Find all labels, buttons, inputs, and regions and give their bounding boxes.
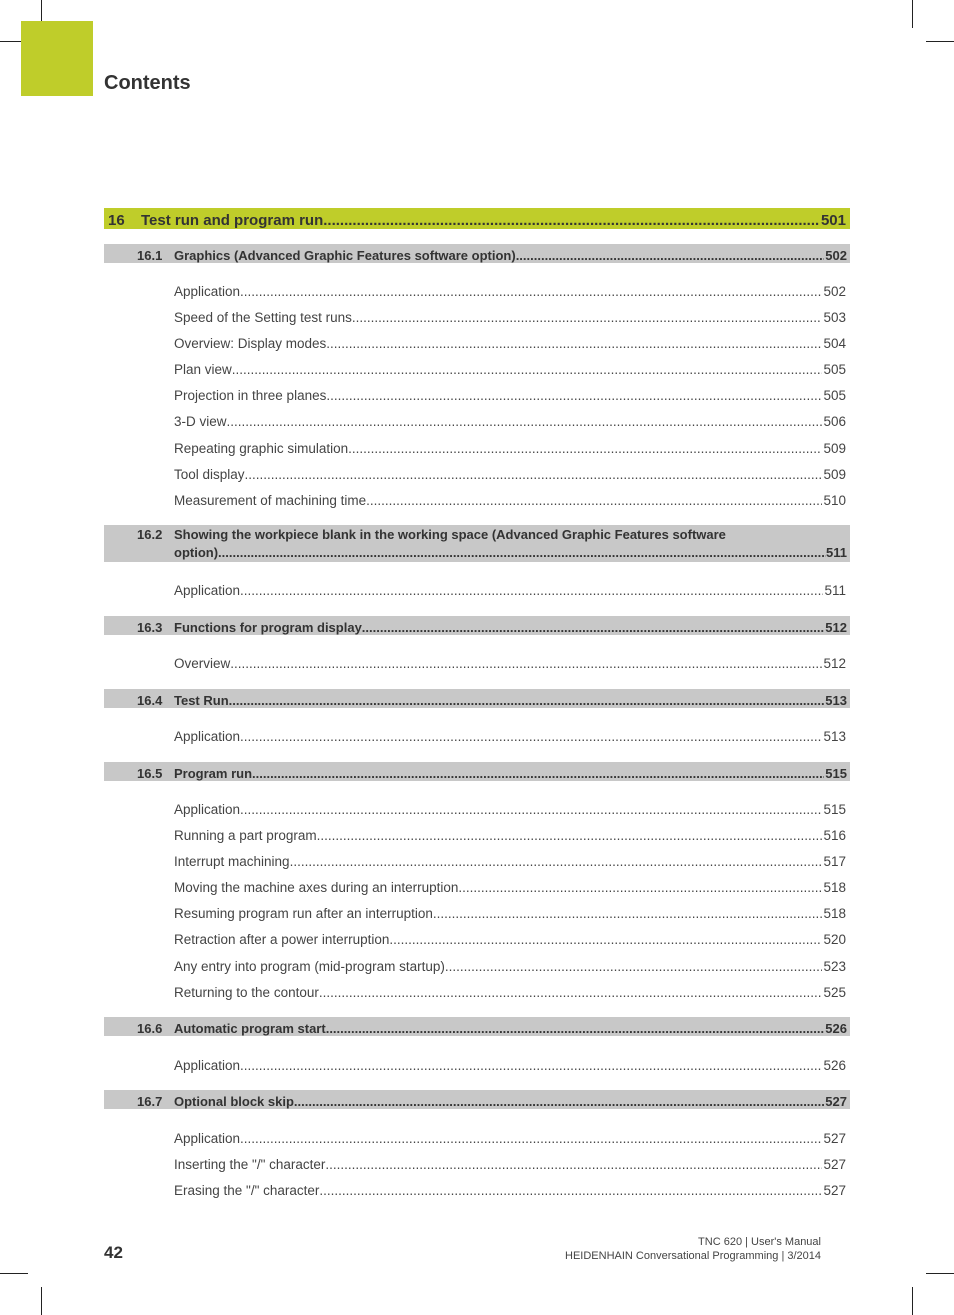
entry-title: 3-D view [174,414,227,429]
dot-leader [240,583,823,598]
crop-mark [0,1273,28,1274]
entry-title: Resuming program run after an interruption [174,906,433,921]
entry-page: 509 [823,441,846,456]
dot-leader [240,284,822,299]
entry-title: Speed of the Setting test runs [174,310,352,325]
dot-leader [362,620,825,635]
toc-entry[interactable] [104,956,850,974]
entry-page: 505 [823,388,846,403]
chapter-number: 16 [108,212,125,229]
section-title: Test Run [174,693,229,708]
crop-mark [912,0,913,28]
section-title-line1: Showing the workpiece blank in the working space (Advanced Graphic Features software [174,527,726,542]
toc-entry[interactable] [104,1154,850,1172]
entry-title: Any entry into program (mid-program startup) [174,959,445,974]
section-page: 526 [825,1021,847,1036]
toc-entry[interactable] [104,1128,850,1146]
toc-section[interactable] [104,1090,850,1109]
entry-page: 517 [823,854,846,869]
toc-entry[interactable] [104,359,850,377]
section-number: 16.6 [137,1021,163,1036]
entry-page: 516 [823,828,846,843]
dot-leader [218,545,826,560]
dot-leader [290,854,823,869]
footer-manual-title: TNC 620 | User's Manual [698,1236,821,1248]
toc-entry[interactable] [104,825,850,843]
crop-mark [926,41,954,42]
entry-title: Projection in three planes [174,388,327,403]
dot-leader [348,441,822,456]
entry-title: Retraction after a power interruption [174,932,390,947]
entry-title: Application [174,1131,241,1146]
section-page: 527 [825,1094,847,1109]
toc-entry[interactable] [104,580,850,598]
toc-entry[interactable] [104,929,850,947]
toc-section[interactable] [104,616,850,635]
section-number: 16.2 [137,527,163,542]
chapter-page: 501 [820,212,846,229]
dot-leader [458,880,822,895]
footer-manual-subtitle: HEIDENHAIN Conversational Programming | 3/2014 [565,1250,821,1262]
entry-title: Running a part program [174,828,317,843]
toc-section[interactable] [104,244,850,263]
chapter-tab-block [21,21,93,96]
dot-leader [317,828,823,843]
entry-page: 502 [823,284,846,299]
section-page: 502 [825,248,847,263]
entry-title: Overview: Display modes [174,336,327,351]
entry-title: Interrupt machining [174,854,290,869]
toc-entry[interactable] [104,726,850,744]
section-number: 16.1 [137,248,163,263]
entry-title: Plan view [174,362,232,377]
dot-leader [326,388,822,403]
dot-leader [240,1131,822,1146]
toc-section[interactable] [104,525,850,562]
entry-page: 505 [823,362,846,377]
toc-entry[interactable] [104,411,850,429]
section-number: 16.3 [137,620,163,635]
entry-page: 512 [823,656,846,671]
section-title: Optional block skip [174,1094,294,1109]
toc-section[interactable] [104,689,850,708]
section-title: Program run [174,766,253,781]
toc-entry[interactable] [104,877,850,895]
crop-mark [41,1287,42,1315]
section-title: Functions for program display [174,620,362,635]
dot-leader [229,693,825,708]
entry-title: Overview [174,656,231,671]
dot-leader [245,467,823,482]
toc-section[interactable] [104,1017,850,1036]
toc-entry[interactable] [104,490,850,508]
entry-page: 527 [823,1131,846,1146]
entry-page: 513 [823,729,846,744]
entry-page: 520 [823,932,846,947]
dot-leader [240,802,822,817]
dot-leader [352,310,823,325]
dot-leader [445,959,823,974]
toc-entry[interactable] [104,799,850,817]
crop-mark [926,1273,954,1274]
section-page: 511 [826,545,847,560]
toc-entry[interactable] [104,653,850,671]
dot-leader [516,248,825,263]
entry-page: 515 [823,802,846,817]
entry-title: Repeating graphic simulation [174,441,349,456]
section-number: 16.4 [137,693,163,708]
entry-page: 509 [823,467,846,482]
dot-leader [319,985,823,1000]
entry-page: 518 [823,906,846,921]
chapter-title: Test run and program run [141,212,324,229]
entry-page: 511 [824,583,846,598]
entry-page: 518 [823,880,846,895]
page-title: Contents [104,72,191,94]
dot-leader [366,493,822,508]
entry-title: Application [174,802,241,817]
entry-page: 527 [823,1157,846,1172]
dot-leader [227,414,823,429]
dot-leader [326,336,822,351]
section-page: 512 [825,620,847,635]
entry-page: 503 [823,310,846,325]
entry-title: Application [174,1058,241,1073]
toc-entry[interactable] [104,333,850,351]
section-number: 16.7 [137,1094,163,1109]
entry-title: Erasing the "/" character [174,1183,320,1198]
toc-entry[interactable] [104,385,850,403]
entry-page: 510 [823,493,846,508]
dot-leader [240,729,822,744]
entry-title: Tool display [174,467,245,482]
page-number: 42 [104,1243,123,1262]
dot-leader [326,1021,825,1036]
toc-entry[interactable] [104,464,850,482]
dot-leader [232,362,823,377]
toc-entry[interactable] [104,982,850,1000]
crop-mark [912,1287,913,1315]
toc-section[interactable] [104,762,850,781]
dot-leader [433,906,823,921]
toc-entry[interactable] [104,307,850,325]
dot-leader [389,932,822,947]
entry-title: Application [174,583,241,598]
entry-page: 506 [823,414,846,429]
section-title: Graphics (Advanced Graphic Features software option) [174,248,516,263]
toc-entry[interactable] [104,438,850,456]
section-page: 515 [825,766,847,781]
entry-title: Inserting the "/" character [174,1157,326,1172]
toc-chapter[interactable] [104,208,850,229]
dot-leader [319,1183,822,1198]
entry-page: 525 [823,985,846,1000]
entry-page: 527 [823,1183,846,1198]
entry-page: 526 [823,1058,846,1073]
dot-leader [323,212,820,229]
entry-page: 504 [823,336,846,351]
section-title-line2: option) [174,545,219,560]
toc-entry[interactable] [104,281,850,299]
section-title: Automatic program start [174,1021,326,1036]
footer-info [565,1235,821,1263]
dot-leader [325,1157,822,1172]
entry-title: Moving the machine axes during an interruption [174,880,459,895]
entry-title: Application [174,284,241,299]
toc-entry[interactable] [104,851,850,869]
section-page: 513 [825,693,847,708]
toc-entry[interactable] [104,1180,850,1198]
dot-leader [294,1094,824,1109]
entry-title: Returning to the contour [174,985,319,1000]
dot-leader [252,766,824,781]
entry-page: 523 [823,959,846,974]
dot-leader [240,1058,822,1073]
section-number: 16.5 [137,766,163,781]
entry-title: Measurement of machining time [174,493,367,508]
toc-entry[interactable] [104,1055,850,1073]
entry-title: Application [174,729,241,744]
toc-entry[interactable] [104,903,850,921]
dot-leader [230,656,822,671]
